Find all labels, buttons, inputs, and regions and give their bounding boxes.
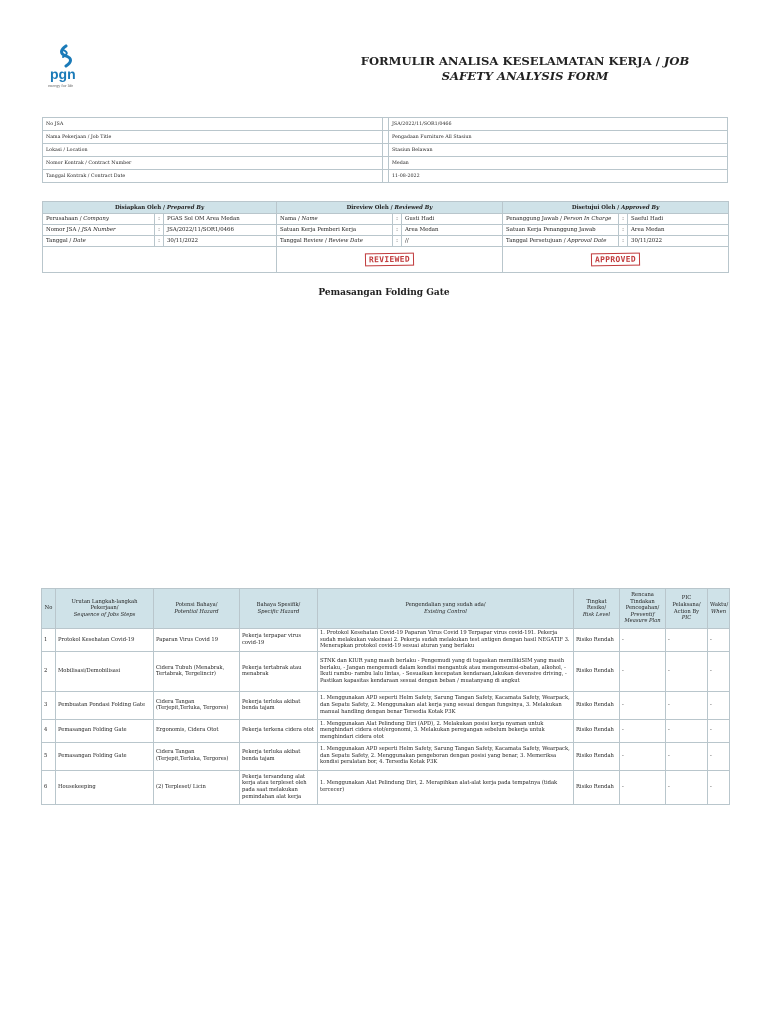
title-line1: FORMULIR ANALISA KESELAMATAN KERJA / xyxy=(360,54,664,68)
column-header: Bahaya Spesifik/ Specific Hazard xyxy=(240,589,318,629)
approval-value: 30/11/2022 xyxy=(164,236,277,247)
approval-table xyxy=(42,201,729,273)
approval-value: JSA/2022/11/SOR1/0466 xyxy=(164,225,277,236)
table-row xyxy=(42,651,730,691)
cell-risk: Risiko Rendah xyxy=(574,719,620,742)
cell-plan: - xyxy=(620,691,666,719)
approved-by-header: Disetujui Oleh / Approved By xyxy=(503,202,729,214)
info-value: JSA/2022/11/SOR1/0466 xyxy=(389,118,728,131)
approved-stamp: APPROVED xyxy=(591,253,640,267)
cell-specific: Pekerja tersandung alat kerja atau terpleset oleh pada saat melakukan pemindahan alat kerja xyxy=(240,770,318,804)
approval-label: Tanggal / Date xyxy=(43,236,155,247)
column-header: Pengendalian yang sudah ada/ Existing Control xyxy=(318,589,574,629)
cell-risk: Risiko Rendah xyxy=(574,742,620,770)
title-line2: SAFETY ANALYSIS FORM xyxy=(441,69,609,83)
table-row xyxy=(42,691,730,719)
cell-pic: - xyxy=(666,719,708,742)
table-row xyxy=(42,719,730,742)
approval-label: Penanggung Jawab / Person In Charge xyxy=(503,214,619,225)
column-header: Rencana Tindakan Pencegahan/ Preventif Measure Plan xyxy=(620,589,666,629)
cell-risk: Risiko Rendah xyxy=(574,629,620,652)
approval-label: Tanggal Persetujuan / Approval Date xyxy=(503,236,619,247)
cell-when: - xyxy=(708,629,730,652)
cell-when: - xyxy=(708,719,730,742)
cell-control: 1. Protokol Kesehatan Covid-19 Paparan Virus Covid 19 Terpapar virus covid-191. Pekerja sudah melakukan vaksinasi 2. Pekerja sudah melakukan test antigen dengan hasil NEGATIF 3. Menerapkan protokol covid-19 sesuai aturan yang berlaku xyxy=(318,629,574,652)
cell-pic: - xyxy=(666,651,708,691)
approval-value: Saeful Hadi xyxy=(628,214,729,225)
info-value: Medan xyxy=(389,157,728,170)
cell-specific: Pekerja terpapar virus covid-19 xyxy=(240,629,318,652)
approval-value: Gusti Hadi xyxy=(402,214,503,225)
jsa-steps-table xyxy=(41,588,730,805)
approval-row xyxy=(43,225,729,236)
cell-pic: - xyxy=(666,770,708,804)
cell-specific: Pekerja terluka akibat benda tajam xyxy=(240,691,318,719)
approval-colon: : xyxy=(155,214,164,225)
info-value: Pengadaan Furniture All Stasiun xyxy=(389,131,728,144)
cell-control: 1. Menggunakan Alat Pelindung Diri, 2. Merapihkan alat-alat kerja pada tempatnya (tidak tercecer) xyxy=(318,770,574,804)
cell-no: 6 xyxy=(42,770,56,804)
approval-colon: : xyxy=(155,225,164,236)
approval-label: Nama / Name xyxy=(277,214,393,225)
approval-label: Tanggal Review / Review Date xyxy=(277,236,393,247)
approval-value: Area Medan xyxy=(628,225,729,236)
cell-step: Mobilisasi/Demobilisasi xyxy=(56,651,154,691)
approval-value: PGAS Sol OM Area Medan xyxy=(164,214,277,225)
approval-label: Nomor JSA / JSA Number xyxy=(43,225,155,236)
cell-hazard: Cidera Tubuh (Menabrak, Tertabrak, Tergelincir) xyxy=(154,651,240,691)
column-header: No xyxy=(42,589,56,629)
info-label: Nama Pekerjaan / Job Title xyxy=(43,131,383,144)
approval-colon: : xyxy=(155,236,164,247)
cell-step: Protokol Kesehatan Covid-19 xyxy=(56,629,154,652)
cell-no: 2 xyxy=(42,651,56,691)
cell-no: 5 xyxy=(42,742,56,770)
jsa-info-table xyxy=(42,117,728,183)
info-row xyxy=(43,157,728,170)
approval-value: 30/11/2022 xyxy=(628,236,729,247)
cell-risk: Risiko Rendah xyxy=(574,651,620,691)
approval-colon: : xyxy=(619,214,628,225)
title-line1-italic: JOB xyxy=(663,54,690,68)
cell-specific: Pekerja terluka akibat benda tajam xyxy=(240,742,318,770)
cell-plan: - xyxy=(620,651,666,691)
cell-step: Housekeeping xyxy=(56,770,154,804)
cell-plan: - xyxy=(620,770,666,804)
approval-colon: : xyxy=(619,225,628,236)
cell-when: - xyxy=(708,651,730,691)
info-value: Stasiun Belawan xyxy=(389,144,728,157)
info-label: Lokasi / Location xyxy=(43,144,383,157)
approval-row xyxy=(43,236,729,247)
approval-label: Perusahaan / Company xyxy=(43,214,155,225)
cell-control: 1. Menggunakan Alat Pelindung Diri (APD), 2. Melakukan posisi kerja nyaman untuk menghindari cidera otot/ergonomi, 3. Melakukan peregangan sebelum bekerja untuk menghindari cidera otot xyxy=(318,719,574,742)
column-header: Potensi Bahaya/ Potential Hazard xyxy=(154,589,240,629)
cell-pic: - xyxy=(666,629,708,652)
cell-plan: - xyxy=(620,719,666,742)
cell-control: STNK dan KIUR yang masih berlaku - Pengemudi yang di tugaskan memilikiSIM yang masih berlaku, - Jangan mengemudi dalam kondisi mengantuk atau mengonsumsi-obatan, alkohol, - Ikuti rambu- rambu lalu lintas, - Sesuaikan kecepatan kendaraan,lakukan devensive driving, - Pastikan kapasitas kendaraan sesuai dengan beban / muatanyang di angkut xyxy=(318,651,574,691)
cell-step: Pemasangan Folding Gate xyxy=(56,742,154,770)
reviewed-by-header: Direview Oleh / Reviewed By xyxy=(277,202,503,214)
logo-tagline: energy for life xyxy=(48,84,74,88)
table-row xyxy=(42,742,730,770)
cell-no: 3 xyxy=(42,691,56,719)
cell-pic: - xyxy=(666,691,708,719)
approved-stamp-cell xyxy=(503,247,729,273)
info-label: Tanggal Kontrak / Contract Date xyxy=(43,170,383,183)
reviewed-stamp: REVIEWED xyxy=(365,253,414,267)
info-row xyxy=(43,170,728,183)
info-row xyxy=(43,131,728,144)
cell-hazard: Ergonomis, Cidera Otot xyxy=(154,719,240,742)
cell-when: - xyxy=(708,691,730,719)
cell-specific: Pekerja terkena cidera otot xyxy=(240,719,318,742)
approval-label: Satuan Kerja Pemberi Kerja xyxy=(277,225,393,236)
cell-step: Pemasangan Folding Gate xyxy=(56,719,154,742)
form-title xyxy=(340,54,710,84)
column-header: Waktu/ When xyxy=(708,589,730,629)
cell-hazard: Cidera Tangan (Terjepit,Terluka, Tergores) xyxy=(154,742,240,770)
table-row xyxy=(42,629,730,652)
info-row xyxy=(43,144,728,157)
approval-row xyxy=(43,214,729,225)
cell-risk: Risiko Rendah xyxy=(574,691,620,719)
info-label: Nomor Kontrak / Contract Number xyxy=(43,157,383,170)
table-row xyxy=(42,770,730,804)
cell-risk: Risiko Rendah xyxy=(574,770,620,804)
approval-colon: : xyxy=(393,225,402,236)
info-label: No JSA xyxy=(43,118,383,131)
cell-control: 1. Menggunakan APD seperti Helm Safety, Sarung Tangan Safety, Kacamata Safety, Wearpack, dan Sepatu Safety, 2. Menggunakan pengeboran dengan posisi yang benar, 3. Memeriksa kondisi peralatan bor, 4. Tersedia Kotak P3K xyxy=(318,742,574,770)
cell-hazard: Paparan Virus Covid 19 xyxy=(154,629,240,652)
cell-no: 1 xyxy=(42,629,56,652)
approval-colon: : xyxy=(619,236,628,247)
reviewed-stamp-cell xyxy=(277,247,503,273)
logo-text: pgn xyxy=(50,66,76,82)
column-header: Tingkat Resiko/ Risk Level xyxy=(574,589,620,629)
column-header: Urutan Langkah-langkah Pekerjaan/ Sequence of Jobs Steps xyxy=(56,589,154,629)
cell-plan: - xyxy=(620,629,666,652)
cell-step: Pembuatan Pondasi Folding Gate xyxy=(56,691,154,719)
cell-no: 4 xyxy=(42,719,56,742)
column-header: PIC Pelaksana/ Action By PIC xyxy=(666,589,708,629)
prepared-stamp-cell xyxy=(43,247,277,273)
approval-value: Area Medan xyxy=(402,225,503,236)
cell-hazard: (2) Terpleset/ Licin xyxy=(154,770,240,804)
cell-control: 1. Menggunakan APD seperti Helm Safety, Sarung Tangan Safety, Kacamata Safety, Wearpack, dan Sepatu Safety, 2. Menggunakan alat kerja yang sesuai dengan fungsinya, 3. Melakukan manual handling dengan benar Tersedia Kotak P3K xyxy=(318,691,574,719)
approval-colon: : xyxy=(393,236,402,247)
prepared-by-header: Disiapkan Oleh / Prepared By xyxy=(43,202,277,214)
cell-specific: Pekerja tertabrak atau menabrak xyxy=(240,651,318,691)
info-value: 11-08-2022 xyxy=(389,170,728,183)
cell-when: - xyxy=(708,742,730,770)
cell-when: - xyxy=(708,770,730,804)
approval-value: // xyxy=(402,236,503,247)
approval-colon: : xyxy=(393,214,402,225)
cell-pic: - xyxy=(666,742,708,770)
cell-hazard: Cidera Tangan (Terjepit,Terluka, Tergores) xyxy=(154,691,240,719)
info-row xyxy=(43,118,728,131)
approval-label: Satuan Kerja Penanggung Jawab xyxy=(503,225,619,236)
cell-plan: - xyxy=(620,742,666,770)
job-subtitle: Pemasangan Folding Gate xyxy=(318,288,450,298)
